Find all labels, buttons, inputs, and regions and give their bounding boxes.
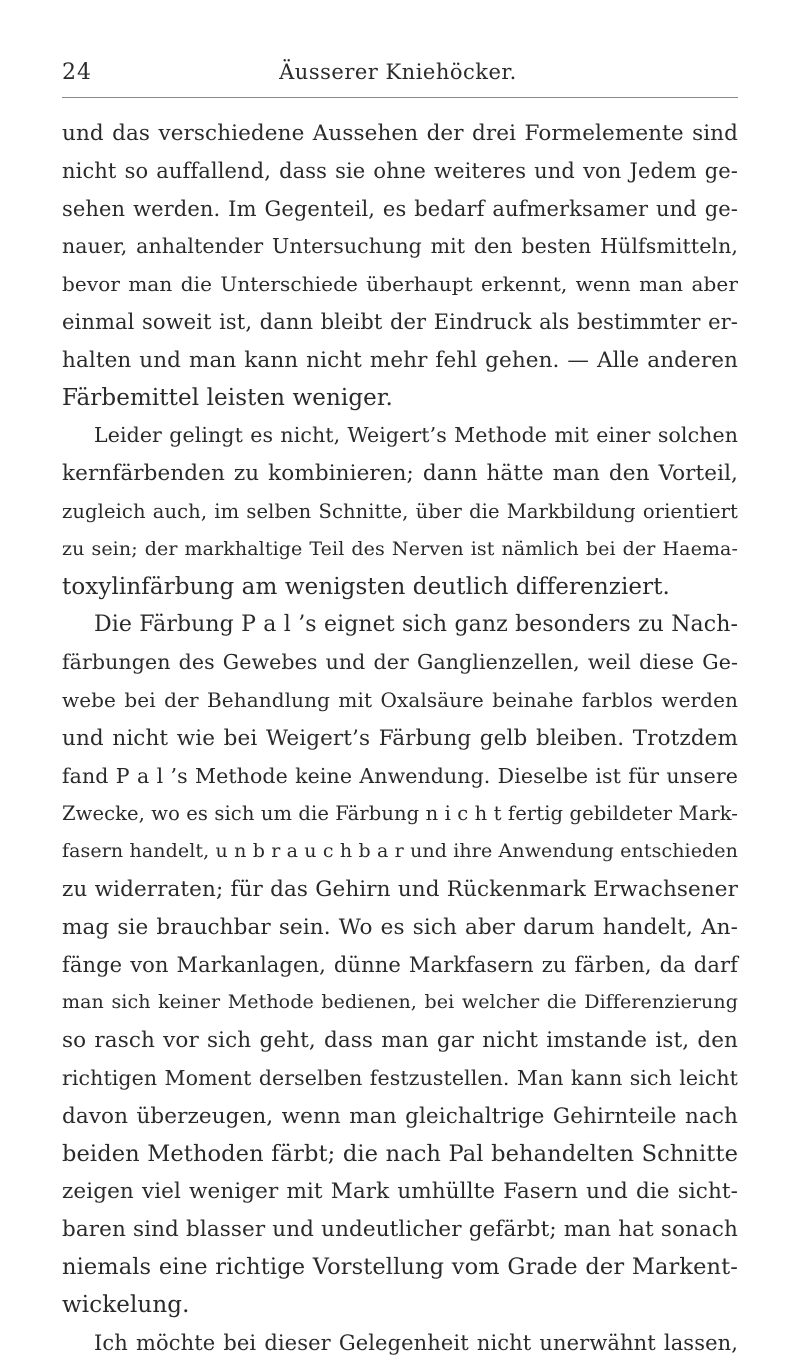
running-title: Äusserer Kniehöcker. [62, 60, 734, 84]
text-line: toxylinfärbung am wenigsten deutlich differenziert. [62, 569, 738, 607]
text-line: webe bei der Behandlung mit Oxalsäure beinahe farblos werden [62, 682, 738, 720]
header-rule [62, 97, 738, 98]
text-line: fänge von Markanlagen, dünne Markfasern zu färben, da darf [62, 947, 738, 985]
text-line: man sich keiner Methode bedienen, bei welcher die Differenzierung [62, 984, 738, 1022]
text-line: einmal soweit ist, dann bleibt der Eindruck als bestimmter er- [62, 304, 738, 342]
text-line: fasern handelt, u n b r a u c h b a r und ihre Anwendung entschieden [62, 833, 738, 871]
text-line: Zwecke, wo es sich um die Färbung n i c h t fertig gebildeter Mark- [62, 795, 738, 833]
text-line: zeigen viel weniger mit Mark umhüllte Fasern und die sicht- [62, 1173, 738, 1211]
text-line: und das verschiedene Aussehen der drei Formelemente sind [62, 115, 738, 153]
text-line: halten und man kann nicht mehr fehl gehen. — Alle anderen [62, 342, 738, 380]
text-line: baren sind blasser und undeutlicher gefärbt; man hat sonach [62, 1211, 738, 1249]
text-line: Leider gelingt es nicht, Weigert’s Methode mit einer solchen [62, 417, 738, 455]
page-number: 24 [62, 60, 92, 85]
text-line: Ich möchte bei dieser Gelegenheit nicht unerwähnt lassen, [62, 1325, 738, 1362]
text-line: davon überzeugen, wenn man gleichaltrige Gehirnteile nach [62, 1098, 738, 1136]
text-line: färbungen des Gewebes und der Ganglienzellen, weil diese Ge- [62, 644, 738, 682]
text-line: zu widerraten; für das Gehirn und Rückenmark Erwachsener [62, 871, 738, 909]
text-line: zu sein; der markhaltige Teil des Nerven ist nämlich bei der Haema- [62, 531, 738, 569]
text-line: nicht so auffallend, dass sie ohne weiteres und von Jedem ge- [62, 153, 738, 191]
body-text [62, 115, 738, 1362]
text-line: nauer, anhaltender Untersuchung mit den besten Hülfsmitteln, [62, 228, 738, 266]
text-line: so rasch vor sich geht, dass man gar nicht imstande ist, den [62, 1022, 738, 1060]
page-header [62, 60, 734, 100]
text-line: mag sie brauchbar sein. Wo es sich aber darum handelt, An- [62, 909, 738, 947]
text-line: sehen werden. Im Gegenteil, es bedarf aufmerksamer und ge- [62, 191, 738, 229]
text-line: niemals eine richtige Vorstellung vom Grade der Markent- [62, 1249, 738, 1287]
text-line: kernfärbenden zu kombinieren; dann hätte man den Vorteil, [62, 455, 738, 493]
text-line: richtigen Moment derselben festzustellen. Man kann sich leicht [62, 1060, 738, 1098]
text-line: wickelung. [62, 1287, 738, 1325]
text-line: Färbemittel leisten weniger. [62, 380, 738, 418]
text-line: bevor man die Unterschiede überhaupt erkennt, wenn man aber [62, 266, 738, 304]
text-line: fand P a l ’s Methode keine Anwendung. Dieselbe ist für unsere [62, 758, 738, 796]
text-line: zugleich auch, im selben Schnitte, über die Markbildung orientiert [62, 493, 738, 531]
text-line: Die Färbung P a l ’s eignet sich ganz besonders zu Nach- [62, 606, 738, 644]
text-line: und nicht wie bei Weigert’s Färbung gelb bleiben. Trotzdem [62, 720, 738, 758]
text-line: beiden Methoden färbt; die nach Pal behandelten Schnitte [62, 1136, 738, 1174]
